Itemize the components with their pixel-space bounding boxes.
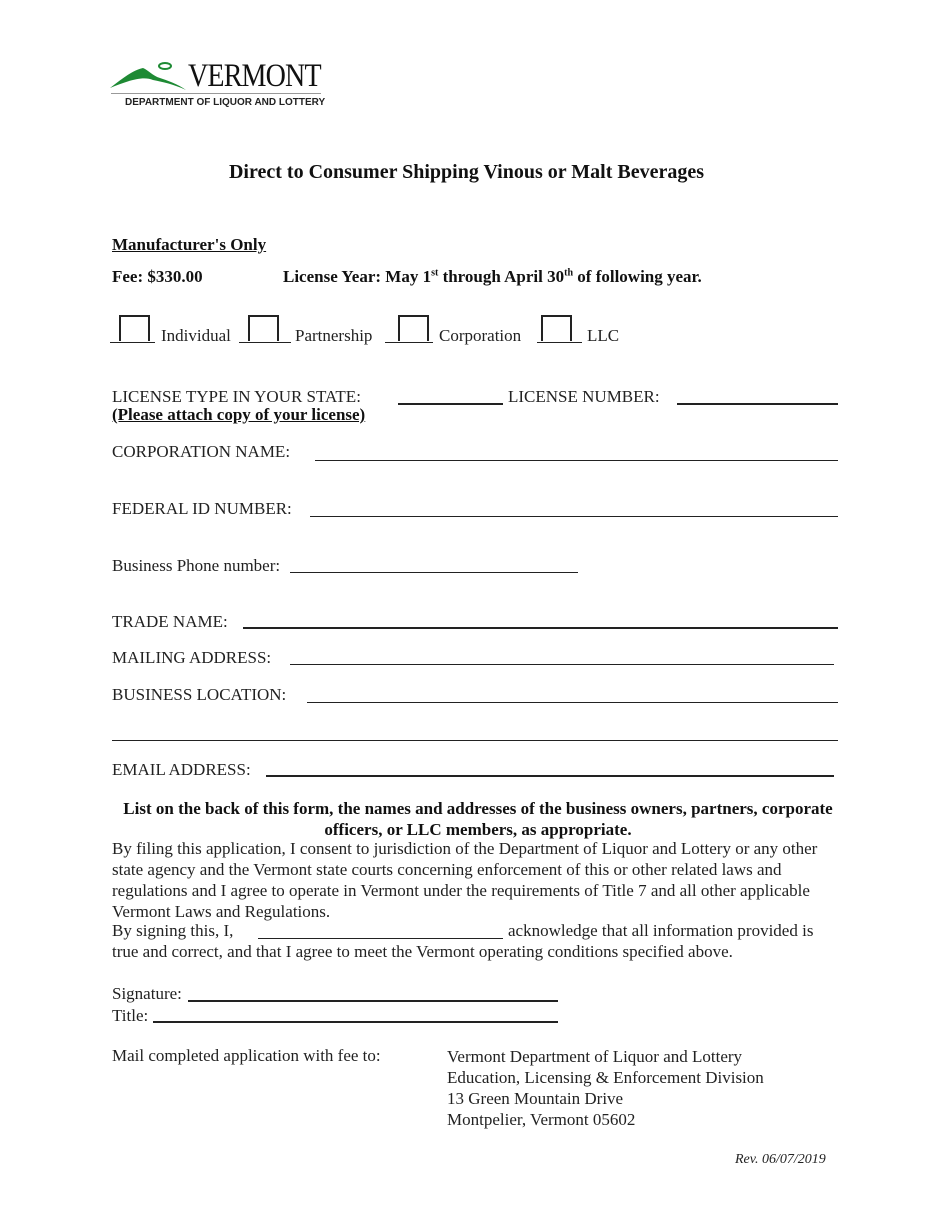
address-line: Montpelier, Vermont 05602 (447, 1110, 636, 1129)
signature-field[interactable] (188, 1000, 558, 1002)
signature-label: Signature: (112, 984, 182, 1003)
license-number-label: LICENSE NUMBER: (508, 387, 660, 406)
mailing-address-label: MAILING ADDRESS: (112, 648, 272, 667)
address-line: Vermont Department of Liquor and Lottery (447, 1047, 743, 1066)
logo-wordmark: VERMONT (188, 58, 321, 94)
signer-name-field[interactable] (258, 938, 503, 939)
checkbox-individual[interactable] (119, 315, 150, 341)
business-location-label: BUSINESS LOCATION: (112, 685, 287, 704)
title-field[interactable] (153, 1021, 558, 1023)
logo-department: DEPARTMENT OF LIQUOR AND LOTTERY (125, 97, 326, 108)
license-type-field[interactable] (398, 403, 503, 405)
license-year (283, 267, 702, 287)
federal-id-field[interactable] (310, 516, 838, 517)
title-label: Title: (112, 1006, 149, 1025)
fee: Fee: $330.00 (112, 267, 203, 286)
entity-label: Corporation (439, 326, 522, 345)
business-phone-label: Business Phone number: (112, 556, 281, 575)
sup: th (564, 267, 574, 279)
revision-date: Rev. 06/07/2019 (735, 1152, 826, 1167)
mailing-address-field[interactable] (290, 664, 834, 665)
business-phone-field[interactable] (290, 572, 578, 573)
entity-label: Partnership (295, 326, 373, 345)
consent-paragraph: By filing this application, I consent to jurisdiction of the Department of Liquor and Lottery or any other state agency and the Vermont state courts concerning enforcement of this or other related laws and regulations and I agree to operate in Vermont under the requirements of Title 7 and all other applicable Vermont Laws and Regulations. (112, 839, 818, 921)
federal-id-label: FEDERAL ID NUMBER: (112, 499, 292, 518)
list-instruction: List on the back of this form, the names and addresses of the business owners, partners, corporate officers, or LLC members, as appropriate. (123, 799, 833, 839)
entity-label: Individual (161, 326, 231, 345)
corporation-name-label: CORPORATION NAME: (112, 442, 291, 461)
license-year-text: License Year: May 1 (283, 267, 432, 286)
mountain-logo-icon (108, 60, 188, 92)
signing-line2: true and correct, and that I agree to meet the Vermont operating conditions specified above. (112, 942, 733, 961)
business-location-field[interactable] (307, 702, 838, 703)
license-year-text: of following year. (573, 267, 702, 286)
email-field[interactable] (266, 775, 834, 777)
checkbox-partnership[interactable] (248, 315, 279, 341)
license-number-field[interactable] (677, 403, 838, 405)
page-title: Direct to Consumer Shipping Vinous or Malt Beverages (228, 161, 704, 183)
attach-note: (Please attach copy of your license) (112, 405, 366, 424)
signing-prefix: By signing this, I, (112, 921, 234, 940)
trade-name-field[interactable] (243, 627, 838, 629)
vermont-logo (108, 58, 326, 113)
trade-name-label: TRADE NAME: (112, 612, 228, 631)
license-type-label: LICENSE TYPE IN YOUR STATE: (112, 387, 361, 406)
sup: st (431, 267, 439, 279)
entity-label: LLC (587, 326, 620, 345)
email-label: EMAIL ADDRESS: (112, 760, 251, 779)
license-year-text: through April 30 (438, 267, 565, 286)
corporation-name-field[interactable] (315, 460, 838, 461)
mailing-address-block (447, 1046, 764, 1130)
checkbox-corporation[interactable] (398, 315, 429, 341)
address-line: 13 Green Mountain Drive (447, 1089, 624, 1108)
checkbox-llc[interactable] (541, 315, 572, 341)
mail-label: Mail completed application with fee to: (112, 1046, 381, 1065)
manufacturers-only-heading: Manufacturer's Only (112, 235, 267, 254)
address-line: Education, Licensing & Enforcement Division (447, 1068, 764, 1087)
signing-suffix: acknowledge that all information provided is (508, 921, 814, 940)
business-location-field-line2[interactable] (112, 740, 838, 741)
